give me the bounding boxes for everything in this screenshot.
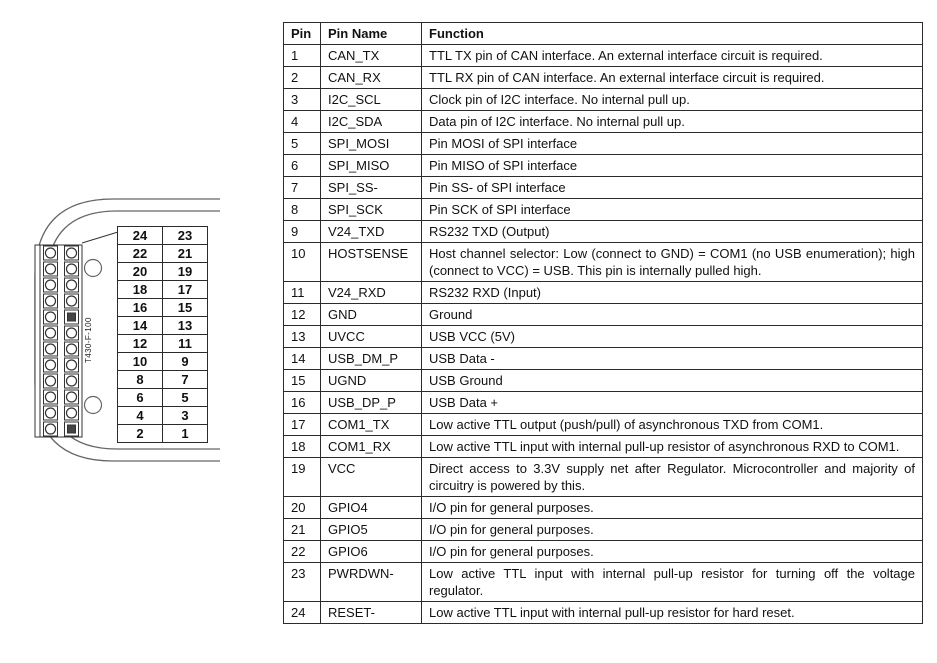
- pin-hole: [67, 296, 77, 306]
- function-cell: Low active TTL output (push/pull) of asynchronous TXD from COM1.: [422, 414, 923, 436]
- pin-name-cell: USB_DM_P: [321, 348, 422, 370]
- connector-part-label: T430-F-100: [84, 317, 93, 363]
- pin-cell: 14: [284, 348, 321, 370]
- pin-hole: [46, 296, 56, 306]
- pinout-table-header-row: [284, 23, 923, 45]
- pin-name-cell: GPIO4: [321, 497, 422, 519]
- mounting-hole-top: [85, 260, 102, 277]
- pin-grid-cell: 9: [163, 353, 208, 371]
- pin-grid-row: [118, 407, 208, 425]
- pin-hole: [46, 360, 56, 370]
- pin-number-grid: [117, 226, 208, 443]
- function-column-header: Function: [422, 23, 923, 45]
- function-cell: Host channel selector: Low (connect to GND) = COM1 (no USB enumeration); high (connect to VCC) = USB. This pin is internally pulled high.: [422, 243, 923, 282]
- function-cell: TTL RX pin of CAN interface. An external interface circuit is required.: [422, 67, 923, 89]
- pin-grid-cell: 20: [118, 263, 163, 281]
- pin-name-cell: GPIO6: [321, 541, 422, 563]
- pin-cell: 21: [284, 519, 321, 541]
- pin-name-cell: PWRDWN-: [321, 563, 422, 602]
- pin-grid-cell: 19: [163, 263, 208, 281]
- pin-cell: 9: [284, 221, 321, 243]
- pin-cell: 19: [284, 458, 321, 497]
- pinout-table-row: [284, 414, 923, 436]
- function-cell: Pin SCK of SPI interface: [422, 199, 923, 221]
- pinout-table-row: [284, 221, 923, 243]
- function-cell: Ground: [422, 304, 923, 326]
- pinout-table-row: [284, 111, 923, 133]
- pin-grid-cell: 6: [118, 389, 163, 407]
- pin-name-cell: RESET-: [321, 602, 422, 624]
- pin-header-strip: [35, 245, 40, 437]
- pinout-table-row: [284, 392, 923, 414]
- function-cell: Low active TTL input with internal pull-up resistor for hard reset.: [422, 602, 923, 624]
- pinout-table: [283, 22, 923, 624]
- pin-square-marker: [68, 313, 76, 321]
- pin-hole: [67, 280, 77, 290]
- leader-line: [82, 232, 118, 243]
- pin-grid-cell: 4: [118, 407, 163, 425]
- pin-grid-row: [118, 245, 208, 263]
- pin-grid-cell: 14: [118, 317, 163, 335]
- pin-name-cell: I2C_SDA: [321, 111, 422, 133]
- pin-hole: [46, 424, 56, 434]
- pin-name-cell: V24_RXD: [321, 282, 422, 304]
- pin-hole: [67, 344, 77, 354]
- pinout-table-row: [284, 177, 923, 199]
- pin-grid-cell: 10: [118, 353, 163, 371]
- pin-cell: 22: [284, 541, 321, 563]
- pin-cell: 20: [284, 497, 321, 519]
- pin-cell: 7: [284, 177, 321, 199]
- pin-grid-cell: 18: [118, 281, 163, 299]
- pinout-table-row: [284, 602, 923, 624]
- pin-hole: [67, 360, 77, 370]
- pinout-table-row: [284, 563, 923, 602]
- pin-hole: [46, 328, 56, 338]
- function-cell: USB Data -: [422, 348, 923, 370]
- pin-cell: 10: [284, 243, 321, 282]
- pin-hole: [67, 392, 77, 402]
- pin-name-cell: COM1_TX: [321, 414, 422, 436]
- pin-name-cell: GPIO5: [321, 519, 422, 541]
- function-cell: Low active TTL input with internal pull-up resistor for turning off the voltage regulator.: [422, 563, 923, 602]
- pin-hole: [67, 248, 77, 258]
- pinout-table-row: [284, 45, 923, 67]
- pin-cell: 8: [284, 199, 321, 221]
- pinout-table-row: [284, 497, 923, 519]
- pinout-table-row: [284, 436, 923, 458]
- pin-hole: [46, 248, 56, 258]
- function-cell: I/O pin for general purposes.: [422, 497, 923, 519]
- pin-grid-cell: 1: [163, 425, 208, 443]
- pin-grid-row: [118, 299, 208, 317]
- pin-cell: 24: [284, 602, 321, 624]
- pin-hole: [46, 408, 56, 418]
- pin-cell: 15: [284, 370, 321, 392]
- mounting-hole-bottom: [85, 397, 102, 414]
- pin-cell: 11: [284, 282, 321, 304]
- pin-grid-cell: 17: [163, 281, 208, 299]
- pin-grid-row: [118, 263, 208, 281]
- pin-column-header: Pin: [284, 23, 321, 45]
- pin-cell: 12: [284, 304, 321, 326]
- pin-grid-cell: 7: [163, 371, 208, 389]
- pinout-table-row: [284, 67, 923, 89]
- pin-name-column-header: Pin Name: [321, 23, 422, 45]
- pinout-table-row: [284, 541, 923, 563]
- pin-name-cell: I2C_SCL: [321, 89, 422, 111]
- pin-name-cell: SPI_MISO: [321, 155, 422, 177]
- pin-grid-cell: 12: [118, 335, 163, 353]
- pin-name-cell: COM1_RX: [321, 436, 422, 458]
- function-cell: Pin MOSI of SPI interface: [422, 133, 923, 155]
- pin-hole: [46, 264, 56, 274]
- pin-grid-cell: 3: [163, 407, 208, 425]
- pin-grid-row: [118, 425, 208, 443]
- pin-grid-row: [118, 317, 208, 335]
- pin-name-cell: V24_TXD: [321, 221, 422, 243]
- function-cell: Pin MISO of SPI interface: [422, 155, 923, 177]
- pin-grid-cell: 15: [163, 299, 208, 317]
- pin-name-cell: CAN_RX: [321, 67, 422, 89]
- pin-grid-row: [118, 335, 208, 353]
- pinout-table-row: [284, 199, 923, 221]
- pin-hole: [46, 344, 56, 354]
- pinout-table-row: [284, 89, 923, 111]
- function-cell: USB Data +: [422, 392, 923, 414]
- pinout-table-row: [284, 155, 923, 177]
- pinout-table-row: [284, 243, 923, 282]
- pinout-table-row: [284, 326, 923, 348]
- pin-grid-row: [118, 389, 208, 407]
- pin-name-cell: UVCC: [321, 326, 422, 348]
- pin-square-marker: [68, 425, 76, 433]
- function-cell: TTL TX pin of CAN interface. An external interface circuit is required.: [422, 45, 923, 67]
- pin-hole: [67, 408, 77, 418]
- pin-cell: 3: [284, 89, 321, 111]
- pin-name-cell: USB_DP_P: [321, 392, 422, 414]
- pin-hole: [46, 312, 56, 322]
- pinout-table-row: [284, 370, 923, 392]
- function-cell: I/O pin for general purposes.: [422, 519, 923, 541]
- pinout-table-row: [284, 133, 923, 155]
- pin-grid-row: [118, 353, 208, 371]
- pin-name-cell: GND: [321, 304, 422, 326]
- function-cell: RS232 TXD (Output): [422, 221, 923, 243]
- pinout-table-row: [284, 282, 923, 304]
- pin-grid-cell: 24: [118, 227, 163, 245]
- pin-grid-row: [118, 227, 208, 245]
- pin-cell: 2: [284, 67, 321, 89]
- function-cell: I/O pin for general purposes.: [422, 541, 923, 563]
- function-cell: Direct access to 3.3V supply net after Regulator. Microcontroller and majority of circuitry is powered by this.: [422, 458, 923, 497]
- pin-hole: [46, 392, 56, 402]
- pin-grid-cell: 22: [118, 245, 163, 263]
- pinout-table-row: [284, 304, 923, 326]
- function-cell: RS232 RXD (Input): [422, 282, 923, 304]
- function-cell: Data pin of I2C interface. No internal pull up.: [422, 111, 923, 133]
- pin-name-cell: SPI_SS-: [321, 177, 422, 199]
- pin-name-cell: VCC: [321, 458, 422, 497]
- pin-grid-cell: 21: [163, 245, 208, 263]
- function-cell: Clock pin of I2C interface. No internal pull up.: [422, 89, 923, 111]
- pin-grid-cell: 11: [163, 335, 208, 353]
- pin-cell: 13: [284, 326, 321, 348]
- function-cell: Pin SS- of SPI interface: [422, 177, 923, 199]
- function-cell: Low active TTL input with internal pull-up resistor of asynchronous RXD to COM1.: [422, 436, 923, 458]
- pin-name-cell: CAN_TX: [321, 45, 422, 67]
- function-cell: USB Ground: [422, 370, 923, 392]
- pin-cell: 5: [284, 133, 321, 155]
- function-cell: USB VCC (5V): [422, 326, 923, 348]
- pin-hole: [67, 376, 77, 386]
- pin-grid-cell: 2: [118, 425, 163, 443]
- pinout-table-row: [284, 348, 923, 370]
- pin-name-cell: HOSTSENSE: [321, 243, 422, 282]
- pin-cell: 4: [284, 111, 321, 133]
- pin-cell: 23: [284, 563, 321, 602]
- pin-grid-cell: 5: [163, 389, 208, 407]
- pinout-table-row: [284, 519, 923, 541]
- pin-grid-cell: 16: [118, 299, 163, 317]
- pin-name-cell: SPI_MOSI: [321, 133, 422, 155]
- pin-cell: 16: [284, 392, 321, 414]
- pin-cell: 18: [284, 436, 321, 458]
- pin-grid-cell: 8: [118, 371, 163, 389]
- pin-hole: [46, 280, 56, 290]
- pin-name-cell: SPI_SCK: [321, 199, 422, 221]
- pin-grid-row: [118, 281, 208, 299]
- pin-cell: 1: [284, 45, 321, 67]
- pin-hole: [67, 264, 77, 274]
- pin-grid-cell: 23: [163, 227, 208, 245]
- pin-cell: 6: [284, 155, 321, 177]
- pin-grid-cell: 13: [163, 317, 208, 335]
- pin-grid-row: [118, 371, 208, 389]
- pin-name-cell: UGND: [321, 370, 422, 392]
- pin-hole: [67, 328, 77, 338]
- pinout-table-row: [284, 458, 923, 497]
- pin-hole: [46, 376, 56, 386]
- pin-cell: 17: [284, 414, 321, 436]
